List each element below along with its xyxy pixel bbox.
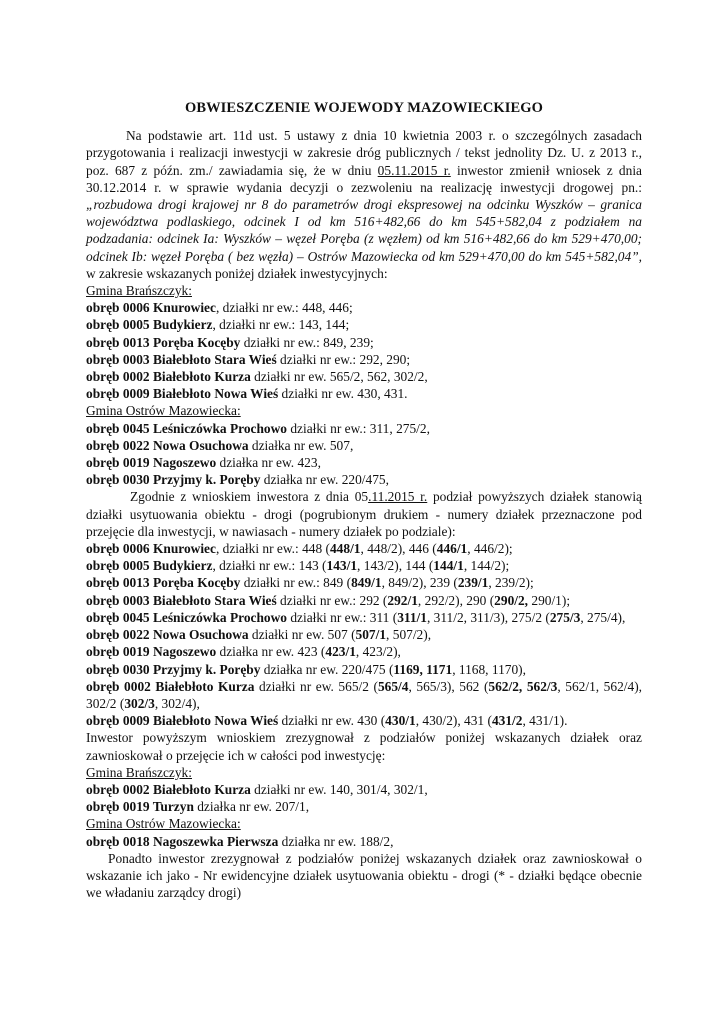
list-item: obręb 0013 Poręba Kocęby działki nr ew.: 849 (849/1, 849/2), 239 (239/1, 239/2); xyxy=(86,575,534,591)
list-item: obręb 0009 Białebłoto Nowa Wieś działki nr ew. 430 (430/1, 430/2), 431 (431/2, 431/1). xyxy=(86,713,568,729)
list-item: obręb 0022 Nowa Osuchowa działka nr ew. 507, xyxy=(86,437,354,453)
gmina-heading: Gmina Brańszczyk: xyxy=(86,283,192,299)
list-item: obręb 0018 Nagoszewka Pierwsza działka nr ew. 188/2, xyxy=(86,833,394,849)
list-item: obręb 0030 Przyjmy k. Poręby działka nr ew. 220/475, xyxy=(86,472,389,488)
list-item: obręb 0019 Nagoszewo działka nr ew. 423 (423/1, 423/2), xyxy=(86,644,401,660)
list-item: obręb 0002 Białebłoto Kurza działki nr ew. 140, 301/4, 302/1, xyxy=(86,781,428,797)
gmina-heading: Gmina Ostrów Mazowiecka: xyxy=(86,816,241,832)
intro-paragraph xyxy=(86,127,642,282)
list-item: obręb 0005 Budykierz, działki nr ew.: 143 (143/1, 143/2), 144 (144/1, 144/2); xyxy=(86,558,510,574)
project-name: „rozbudowa drogi krajowej nr 8 do parametrów drogi ekspresowej na odcinku Wyszków – granica województwa podlaskiego, odcinek I od km 516+482,66 do km 545+582,04 z podziałem na podzadania: odcinek Ia: Wyszków – węzeł Poręba (z węzłem) od km 516+482,66 do km 529+470,00; odcinek Ib: węzeł Poręba ( bez węzła) – Ostrów Mazowiecka od km 529+470,00 do km 545+582,04”, xyxy=(86,197,642,264)
list-item: obręb 0013 Poręba Kocęby działki nr ew.: 849, 239; xyxy=(86,334,374,350)
list-item: obręb 0045 Leśniczówka Prochowo działki nr ew.: 311, 275/2, xyxy=(86,420,430,436)
list-item: obręb 0019 Nagoszewo działka nr ew. 423, xyxy=(86,455,321,471)
list-item: obręb 0003 Białebłoto Stara Wieś działki nr ew.: 292, 290; xyxy=(86,351,411,367)
intro-text-1: Na podstawie art. 11d ust. 5 ustawy z dnia 10 kwietnia 2003 r. o szczególnych zasadach przygotowania i realizacji inwestycji w zakresie dróg publicznych / tekst jednolity Dz. U. z 2013 r., poz. 687 z późn. zm./ zawiadamia się, że w dniu xyxy=(86,128,642,178)
final-paragraph: Ponadto inwestor zrezygnował z podziałów poniżej wskazanych działek oraz zawnioskował o wskazanie ich jako - Nr ewidencyjne działek usytuowania obiektu - drogi (* - działki będące obecnie we władaniu zarządcy drogi) xyxy=(86,850,642,901)
list-item: obręb 0009 Białebłoto Nowa Wieś działki nr ew. 430, 431. xyxy=(86,386,408,402)
list-item: obręb 0005 Budykierz, działki nr ew.: 143, 144; xyxy=(86,317,350,333)
list-item: obręb 0019 Turzyn działka nr ew. 207/1, xyxy=(86,799,310,815)
list-item: obręb 0006 Knurowiec, działki nr ew.: 448 (448/1, 448/2), 446 (446/1, 446/2); xyxy=(86,541,513,557)
document-title: OBWIESZCZENIE WOJEWODY MAZOWIECKIEGO xyxy=(184,100,544,116)
resign-paragraph: Inwestor powyższym wnioskiem zrezygnował z podziałów poniżej wskazanych działek oraz zawnioskował o przejęcie ich w całości pod inwestycję: xyxy=(86,730,642,763)
list-item: obręb 0002 Białebłoto Kurza działki nr ew. 565/2, 562, 302/2, xyxy=(86,369,428,385)
intro-text-3: w zakresie wskazanych poniżej działek inwestycyjnych: xyxy=(86,265,388,281)
list-item: obręb 0002 Białebłoto Kurza działki nr ew. 565/2 (565/4, 565/3), 562 (562/2, 562/3, 562/1, 562/4), 302/2 (302/3, 302/4), xyxy=(86,678,642,711)
list-item: obręb 0003 Białebłoto Stara Wieś działki nr ew.: 292 (292/1, 292/2), 290 (290/2, 290/1); xyxy=(86,592,571,608)
list-item: obręb 0022 Nowa Osuchowa działki nr ew. 507 (507/1, 507/2), xyxy=(86,627,432,643)
division-paragraph: Zgodnie z wnioskiem inwestora z dnia 05.11.2015 r. podział powyższych działek stanowią działki usytuowania obiektu - drogi (pogrubionym drukiem - numery działek przeznaczone pod przejęcie dla inwestycji, w nawiasach - numery działek po podziale): xyxy=(86,489,642,539)
list-item: obręb 0030 Przyjmy k. Poręby działka nr ew. 220/475 (1169, 1171, 1168, 1170), xyxy=(86,661,526,677)
intro-date: 05.11.2015 r. xyxy=(377,162,451,178)
gmina-heading: Gmina Brańszczyk: xyxy=(86,764,192,780)
list-item: obręb 0006 Knurowiec, działki nr ew.: 448, 446; xyxy=(86,300,353,316)
intro-text-2: inwestor zmienił wniosek z dnia 30.12.2014 r. w sprawie wydania decyzji o zezwoleniu na realizację inwestycji drogowej pn.: xyxy=(86,162,642,195)
document-page xyxy=(86,100,642,901)
list-item: obręb 0045 Leśniczówka Prochowo działki nr ew.: 311 (311/1, 311/2, 311/3), 275/2 (275/3, 275/4), xyxy=(86,609,626,625)
gmina-heading: Gmina Ostrów Mazowiecka: xyxy=(86,403,241,419)
